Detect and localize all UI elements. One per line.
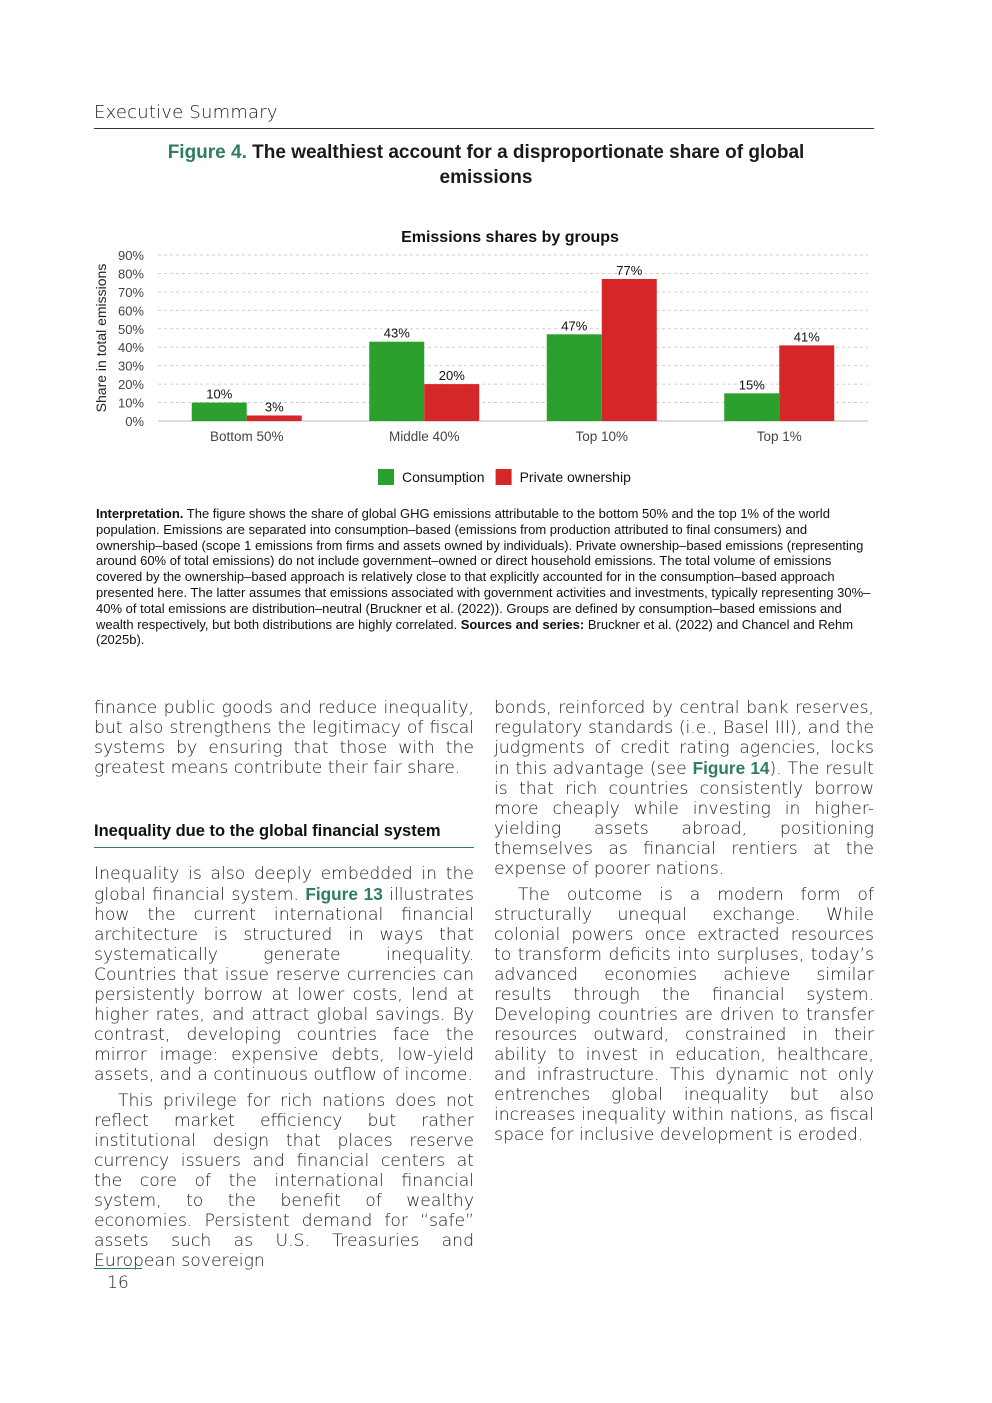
y-tick-label: 50% [117, 321, 144, 337]
interpretation-note [96, 506, 876, 648]
left-column-top [94, 698, 474, 778]
left-column-body [94, 864, 474, 1271]
interpretation-text: The figure shows the share of global GHG emissions attributable to the bottom 50% and the top 1% of the world population. Emissions are separated into consumption–based (emissions from production attributed to final consumers) and ownership–based (scope 1 emissions from firms and assets owned by individuals). Private ownership–based emissions (representing around 60% of total emissions) do not include government–owned or direct household emissions. The total volume of emissions covered by the ownership–based approach is relatively close to that explicitly accounted for in the consumption–based approach presented here. The latter assumes that emissions associated with government activities and investments, typically representing 30%–40% of total emissions are distribution–neutral (Bruckner et al. (2022)). Groups are defined by consumption–based emissions and wealth respectively, but both distributions are highly correlated. [96, 506, 871, 632]
chart-title: Emissions shares by groups [401, 229, 619, 246]
left-paragraph-3: This privilege for rich nations does not reflect market efficiency but rather institutional design that places reserve currency issuers and financial centers at the core of the international financial system, to the benefit of wealthy economies. Persistent demand for “safe” assets such as U.S. Treasuries and European sovereign [94, 1091, 474, 1271]
figure-14-link[interactable]: Figure 14 [692, 758, 770, 778]
page-number: 16 [94, 1268, 142, 1293]
figure-label: Figure 4. [167, 142, 247, 163]
x-tick-label: Bottom 50% [209, 429, 284, 444]
right-paragraph-2: The outcome is a modern form of structurally unequal exchange. While colonial powers once extracted resources to transform deficits into surpluses, today’s advanced economies achieve similar results through the financial system. Developing countries are driven to transfer resources outward, constrained in their ability to invest in education, healthcare, and infrastructure. This dynamic not only entrenches global inequality but also increases inequality within nations, as fiscal space for inclusive development is eroded. [494, 885, 874, 1145]
left-paragraph-2-text-b: illustrates how the current international financial architecture is structured in ways that systematically generate inequality. Countries that issue reserve currencies can persistently borrow at lower costs, lend at higher rates, and attract global savings. By contrast, developing countries face the mirror image: expensive debts, low-yield assets, and a continuous outflow of income. [94, 885, 474, 1085]
sources-text: Bruckner et al. (2022) and Chancel and Rehm (2025b). [96, 616, 854, 648]
bar-consumption [724, 393, 779, 421]
bar-value-label: 41% [793, 329, 820, 345]
left-paragraph-2-text-a: Inequality is also deeply embedded in the global financial system. [94, 864, 474, 905]
bar-private-ownership [779, 345, 834, 421]
y-tick-label: 10% [117, 395, 144, 411]
sources-label: Sources and series: [460, 616, 585, 632]
legend-swatch [378, 469, 394, 485]
interpretation-label: Interpretation. [96, 506, 184, 521]
legend-label: Consumption [402, 469, 485, 485]
header-title: Executive Summary [94, 102, 278, 123]
bar-value-label: 10% [206, 386, 233, 402]
y-tick-label: 30% [117, 358, 144, 374]
right-paragraph-1-text-b: ). The result is that rich countries consistently borrow more cheaply while investing in higher-yielding assets abroad, positioning themselves as financial rentiers at the expense of poorer nations. [494, 759, 874, 879]
y-tick-label: 80% [117, 266, 144, 282]
bar-private-ownership [602, 279, 657, 421]
bar-consumption [369, 342, 424, 421]
y-tick-label: 40% [117, 340, 144, 356]
bar-value-label: 43% [383, 325, 410, 341]
x-tick-label: Middle 40% [388, 429, 460, 444]
figure-title [150, 140, 822, 190]
bar-value-label: 77% [616, 262, 643, 278]
section-heading: Inequality due to the global financial system [94, 822, 474, 848]
bar-value-label: 47% [561, 318, 588, 334]
bar-consumption [547, 334, 602, 421]
legend-label: Private ownership [519, 469, 631, 485]
legend-swatch [496, 469, 512, 485]
x-tick-label: Top 10% [575, 429, 629, 444]
y-tick-label: 90% [117, 248, 144, 263]
emissions-bar-chart [90, 222, 880, 502]
bar-value-label: 15% [738, 377, 765, 393]
right-column [494, 698, 874, 1145]
y-axis-label: Share in total emissions [93, 263, 109, 413]
figure-caption: The wealthiest account for a disproportionate share of global emissions [252, 142, 805, 188]
x-tick-label: Top 1% [756, 429, 802, 444]
y-tick-label: 20% [117, 377, 144, 393]
y-tick-label: 60% [117, 303, 144, 319]
bar-consumption [192, 403, 247, 421]
figure-13-link[interactable]: Figure 13 [305, 884, 383, 904]
y-tick-label: 0% [125, 414, 144, 429]
left-paragraph-1: finance public goods and reduce inequality, but also strengthens the legitimacy of fiscal systems by ensuring that those with the greatest means contribute their fair share. [94, 698, 474, 778]
bar-value-label: 20% [438, 368, 465, 384]
bar-private-ownership [247, 415, 302, 421]
bar-value-label: 3% [264, 399, 284, 415]
running-header [94, 102, 874, 129]
left-paragraph-2 [94, 864, 474, 1085]
right-paragraph-1-text-a: bonds, reinforced by central bank reserves, regulatory standards (i.e., Basel III), and the judgments of credit rating agencies, locks in this advantage (see [494, 698, 874, 779]
bar-private-ownership [424, 384, 479, 421]
y-tick-label: 70% [117, 284, 144, 300]
right-paragraph-1 [494, 698, 874, 879]
